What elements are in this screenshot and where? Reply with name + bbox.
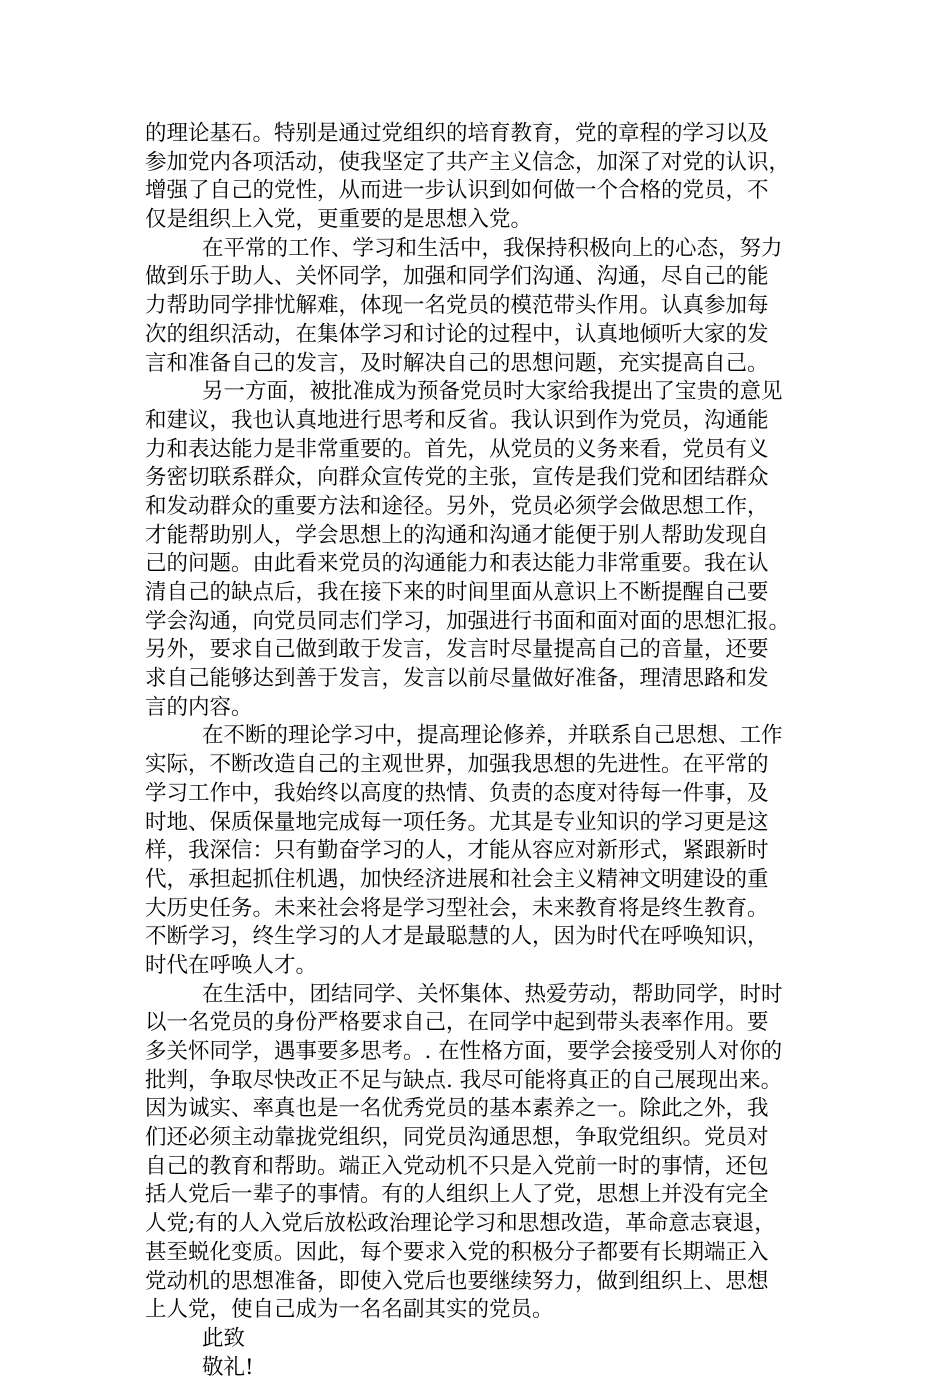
- text-line: 另一方面，被批准成为预备党员时大家给我提出了宝贵的意见: [202, 379, 783, 405]
- text-line: 言的内容。: [145, 694, 253, 720]
- text-line: 参加党内各项活动，使我坚定了共产主义信念，加深了对党的认识，: [145, 149, 791, 175]
- text-line: 另外，要求自己做到敢于发言，发言时尽量提高自己的音量，还要: [145, 637, 769, 663]
- text-line: 因为诚实、率真也是一名优秀党员的基本素养之一。除此之外，我: [145, 1096, 769, 1122]
- text-line: 们还必须主动靠拢党组织，同党员沟通思想，争取党组织。党员对: [145, 1125, 769, 1151]
- text-line: 求自己能够达到善于发言，发言以前尽量做好准备，理清思路和发: [145, 666, 769, 692]
- text-line: 此致: [202, 1325, 246, 1351]
- text-line: 代，承担起抓住机遇，加快经济进展和社会主义精神文明建设的重: [145, 866, 769, 892]
- text-line: 次的组织活动，在集体学习和讨论的过程中，认真地倾听大家的发: [145, 321, 769, 347]
- text-line: 言和准备自己的发言，及时解决自己的思想问题，充实提高自己。: [145, 350, 769, 376]
- text-line: 仅是组织上入党，更重要的是思想入党。: [145, 207, 533, 233]
- text-line: 在平常的工作、学习和生活中，我保持积极向上的心态，努力: [202, 235, 783, 261]
- text-line: 时地、保质保量地完成每一项任务。尤其是专业知识的学习更是这: [145, 809, 769, 835]
- text-line: 清自己的缺点后，我在接下来的时间里面从意识上不断提醒自己要: [145, 580, 769, 605]
- text-line: 学习工作中，我始终以高度的热情、负责的态度对待每一件事，及: [145, 780, 769, 806]
- text-line: 样，我深信：只有勤奋学习的人，才能从容应对新形式，紧跟新时: [145, 838, 769, 864]
- text-line: 自己的教育和帮助。端正入党动机不只是入党前一时的事情，还包: [145, 1153, 769, 1179]
- text-line: 学会沟通，向党员同志们学习，加强进行书面和面对面的思想汇报。: [145, 608, 791, 634]
- text-line: 括人党后一辈子的事情。有的人组织上人了党，思想上并没有完全: [145, 1182, 769, 1208]
- text-line: 敬礼!: [202, 1354, 254, 1380]
- text-line: 和发动群众的重要方法和途径。另外，党员必须学会做思想工作，: [145, 493, 769, 519]
- text-line: 在不断的理论学习中，提高理论修养，并联系自己思想、工作: [202, 723, 783, 749]
- text-line: 才能帮助别人，学会思想上的沟通和沟通才能便于别人帮助发现自: [145, 522, 769, 548]
- text-line: 实际，不断改造自己的主观世界，加强我思想的先进性。在平常的: [145, 752, 769, 778]
- text-line: 批判，争取尽快改正不足与缺点. 我尽可能将真正的自己展现出来。: [145, 1067, 783, 1093]
- text-line: 做到乐于助人、关怀同学，加强和同学们沟通、沟通，尽自己的能: [145, 264, 769, 290]
- text-line: 力和表达能力是非常重要的。首先，从党员的义务来看，党员有义: [145, 436, 769, 462]
- document-body: [145, 120, 815, 1382]
- text-line: 在生活中，团结同学、关怀集体、热爱劳动，帮助同学，时时: [202, 981, 783, 1007]
- text-line: 力帮助同学排忧解难，体现一名党员的模范带头作用。认真参加每: [145, 293, 769, 319]
- text-line: 多关怀同学，遇事要多思考。. 在性格方面，要学会接受别人对你的: [145, 1039, 783, 1064]
- text-line: 党动机的思想准备，即使入党后也要继续努力，做到组织上、思想: [145, 1268, 769, 1294]
- text-line: 务密切联系群众，向群众宣传党的主张，宣传是我们党和团结群众: [145, 465, 769, 491]
- text-line: 大历史任务。未来社会将是学习型社会，未来教育将是终生教育。: [145, 895, 769, 921]
- text-line: 不断学习，终生学习的人才是最聪慧的人，因为时代在呼唤知识，: [145, 924, 769, 950]
- text-line: 甚至蜕化变质。因此，每个要求入党的积极分子都要有长期端正入: [145, 1239, 769, 1265]
- text-line: 增强了自己的党性，从而进一步认识到如何做一个合格的党员，不: [145, 178, 769, 204]
- text-line: 己的问题。由此看来党员的沟通能力和表达能力非常重要。我在认: [145, 551, 769, 577]
- text-line: 的理论基石。特别是通过党组织的培育教育，党的章程的学习以及: [145, 121, 769, 146]
- text-line: 以一名党员的身份严格要求自己，在同学中起到带头表率作用。要: [145, 1010, 769, 1036]
- text-line: 上人党，使自己成为一名名副其实的党员。: [145, 1297, 554, 1323]
- text-line: 和建议，我也认真地进行思考和反省。我认识到作为党员，沟通能: [145, 407, 769, 433]
- text-line: 时代在呼唤人才。: [145, 952, 318, 978]
- text-line: 人党;有的人入党后放松政治理论学习和思想改造，革命意志衰退，: [145, 1211, 776, 1237]
